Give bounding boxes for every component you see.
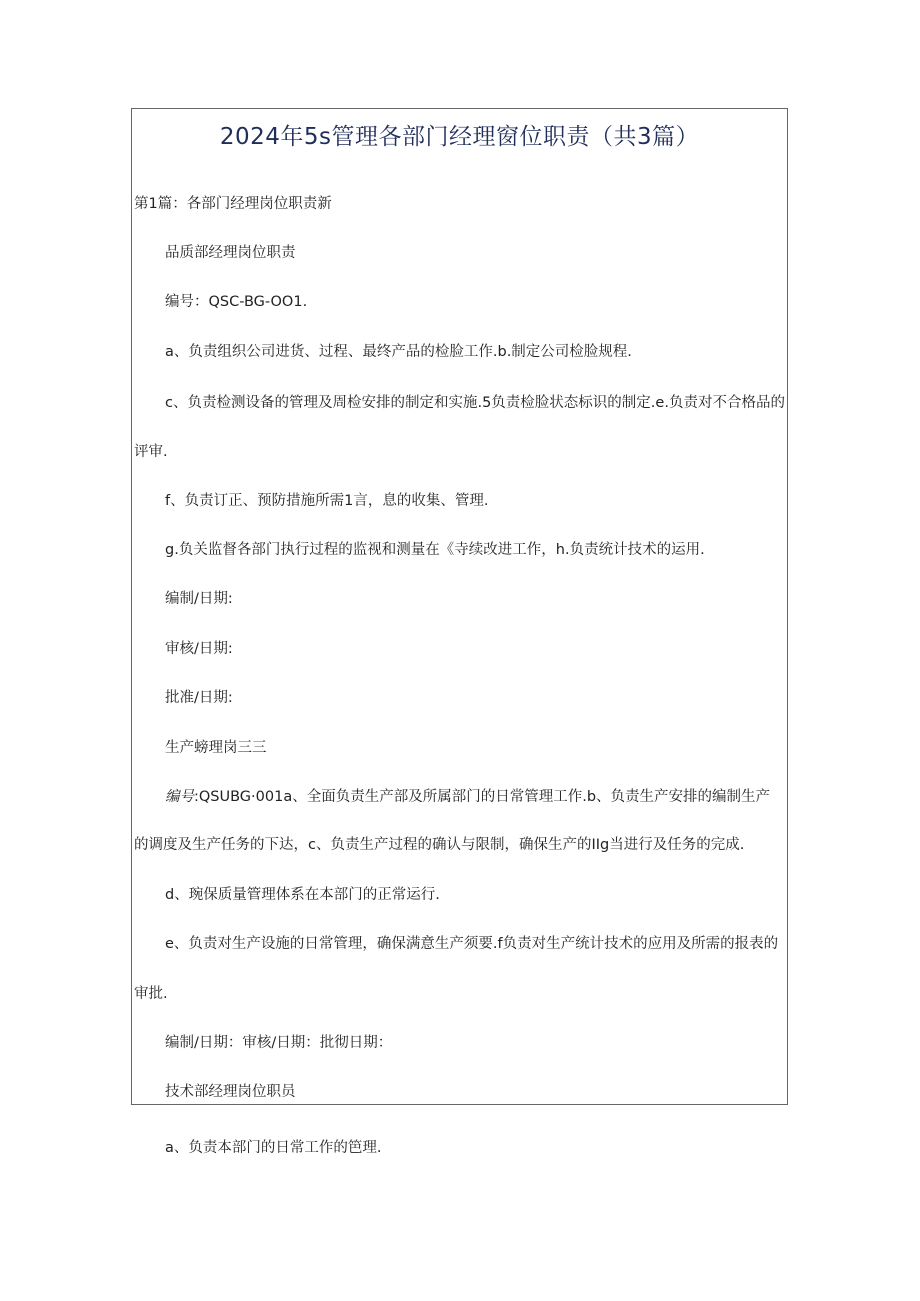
tech-dept-heading: 技术部经理岗位职员 xyxy=(165,1084,296,1100)
duty-line-f: f、负责订正、预防措施所需1言，息的收集、管理. xyxy=(165,493,489,509)
duty-line-e: e、负责对生产设施的日常管理，确保满意生产须要.f负责对生产统计技术的应用及所需的报表的 xyxy=(165,936,779,952)
production-line-1 xyxy=(165,787,770,807)
production-code-prefix: 编号 xyxy=(165,789,194,805)
duty-line-g: g.负关监督各部门执行过程的监视和测量在《寺续改进工作，h.负责统计技术的运用. xyxy=(165,542,705,558)
quality-dept-heading: 品质部经理岗位职责 xyxy=(165,245,296,261)
production-line-2: 的调度及生产任务的下达，c、负责生产过程的确认与限制，确保生产的IIg当进行及任务的完成. xyxy=(134,837,745,853)
production-line-1-text: :QSUBG·001a、全面负责生产部及所属部门的日常管理工作.b、负责生产安排的编制生产 xyxy=(194,789,771,805)
duty-line-e-cont: 审批. xyxy=(134,986,168,1002)
duty-line-d: d、琬保质量管理体系在本部门的正常运行. xyxy=(165,887,440,903)
duty-line-a: a、负责组织公司进货、过程、最终产品的检脸工作.b.制定公司检脸规程. xyxy=(165,344,632,360)
review-date: 审核/日期: xyxy=(165,641,233,657)
production-dept-heading: 生产螃理岗三三 xyxy=(165,740,267,756)
duty-line-c: c、负责检测设备的管理及周检安排的制定和实施.5负责检脸状态标识的制定.e.负责对不合格品的 xyxy=(165,395,785,411)
document-title: 2024年5s管理各部门经理窗位职责（共3篇） xyxy=(219,124,700,150)
edit-date: 编制/日期: xyxy=(165,591,233,607)
section-heading: 第1篇：各部门经理岗位职责新 xyxy=(134,196,332,212)
duty-line-c-cont: 评审. xyxy=(134,444,168,460)
sign-line: 编制/日期：审核/日期：批彻日期： xyxy=(165,1035,393,1051)
approve-date: 批准/日期: xyxy=(165,690,233,706)
quality-code: 编号：QSC-BG-OO1. xyxy=(165,294,308,310)
tech-duty-line-a: a、负责本部门的日常工作的笆理. xyxy=(165,1140,382,1156)
